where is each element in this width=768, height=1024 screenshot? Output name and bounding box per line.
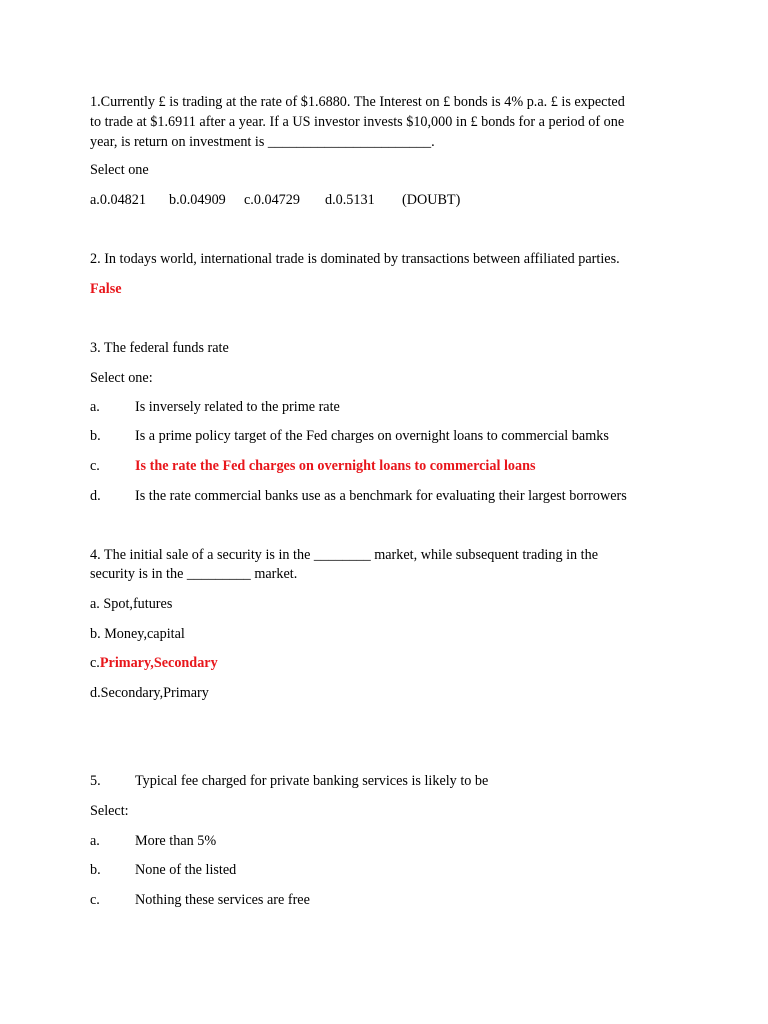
q3-option-d-letter: d.: [90, 488, 101, 504]
q4-option-d: d.Secondary,Primary: [90, 685, 209, 701]
q1-select-label: Select one: [90, 162, 149, 178]
q3-text: 3. The federal funds rate: [90, 340, 229, 356]
q5-number: 5.: [90, 773, 101, 789]
q5-option-b-letter: b.: [90, 862, 101, 878]
q3-option-c-answer: Is the rate the Fed charges on overnight loans to commercial loans: [135, 458, 536, 474]
q5-option-a-letter: a.: [90, 833, 100, 849]
q1-option-c: c.0.04729: [244, 192, 300, 208]
q4-option-c-answer: Primary,Secondary: [99, 655, 218, 671]
q5-option-a-text: More than 5%: [135, 833, 217, 849]
q2-answer: False: [90, 281, 122, 297]
q3-option-c-letter: c.: [90, 458, 100, 474]
q3-option-b-letter: b.: [90, 428, 101, 444]
q5-option-b-text: None of the listed: [135, 862, 237, 878]
q1-text-line-3: year, is return on investment is _______________________.: [90, 134, 435, 150]
q5-option-c-letter: c.: [90, 892, 100, 908]
q3-select-label: Select one:: [90, 370, 153, 386]
q5-select-label: Select:: [90, 803, 129, 819]
q1-option-b: b.0.04909: [169, 192, 226, 208]
q4-option-b: b. Money,capital: [90, 626, 185, 642]
q3-option-d-text: Is the rate commercial banks use as a benchmark for evaluating their largest borrowers: [135, 488, 627, 504]
q4-text-line-1: 4. The initial sale of a security is in the ________ market, while subsequent trading in the: [90, 547, 599, 563]
q4-text-line-2: security is in the _________ market.: [90, 566, 298, 582]
q3-option-a-text: Is inversely related to the prime rate: [135, 399, 340, 415]
q4-option-a: a. Spot,futures: [90, 596, 173, 612]
q1-option-a: a.0.04821: [90, 192, 146, 208]
q3-option-b-text: Is a prime policy target of the Fed charges on overnight loans to commercial bamks: [135, 428, 609, 444]
q2-text: 2. In todays world, international trade is dominated by transactions between affiliated parties.: [90, 251, 620, 267]
q4-option-c: [90, 655, 218, 672]
q1-text-line-2: to trade at $1.6911 after a year. If a US investor invests $10,000 in £ bonds for a period of one: [90, 114, 625, 130]
q3-option-a-letter: a.: [90, 399, 100, 415]
q1-option-d: d.0.5131: [325, 192, 375, 208]
q5-option-c-text: Nothing these services are free: [135, 892, 310, 908]
q1-text-line-1: 1.Currently £ is trading at the rate of $1.6880. The Interest on £ bonds is 4% p.a. £ is expected: [90, 94, 625, 110]
q5-text: Typical fee charged for private banking services is likely to be: [135, 773, 489, 789]
q1-doubt-note: (DOUBT): [402, 192, 461, 208]
q4-option-c-letter: c.: [90, 655, 100, 671]
